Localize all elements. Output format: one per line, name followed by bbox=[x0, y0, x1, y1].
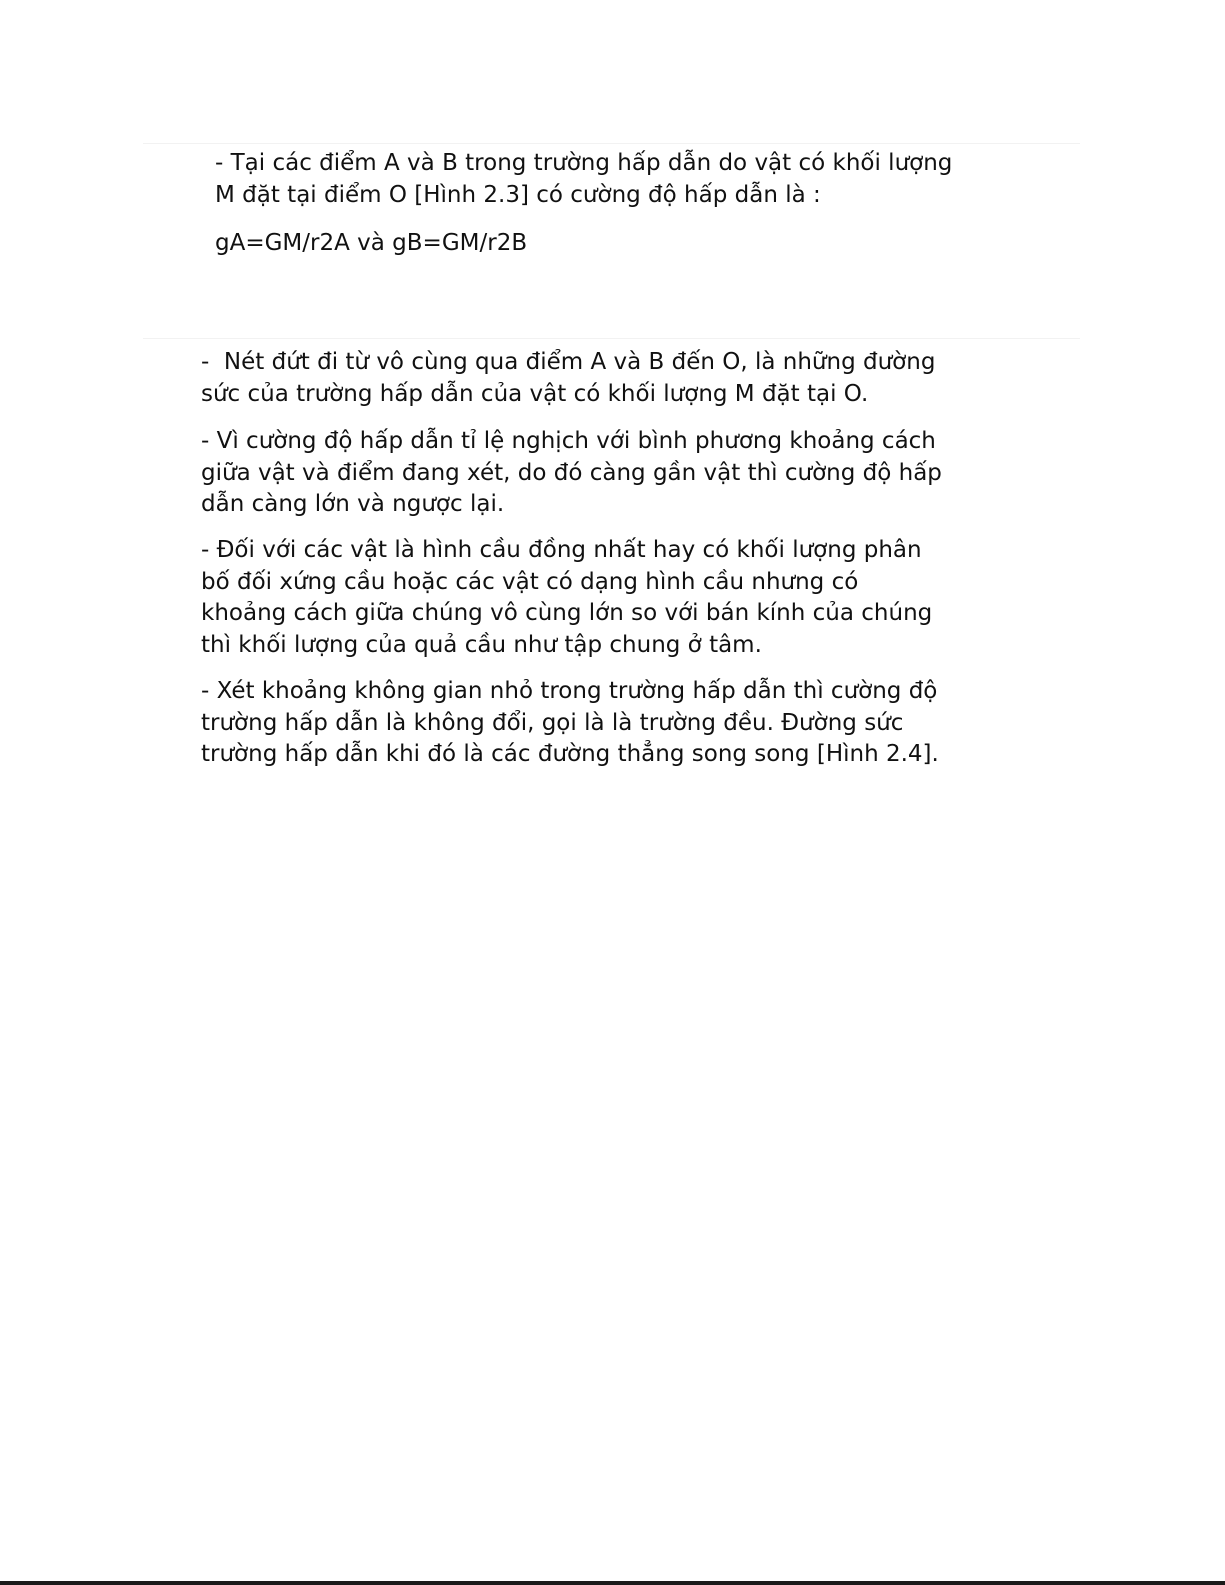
formula-line: gA=GM/r2A và gB=GM/r2B bbox=[215, 230, 528, 256]
paragraph-spherical-bodies: - Đối với các vật là hình cầu đồng nhất hay có khối lượng phân bố đối xứng cầu hoặc các vật có dạng hình cầu nhưng có khoảng cách giữa chúng vô cùng lớn so với bán kính của chúng thì khối lượng của quả cầu như tập chung ở tâm. bbox=[201, 537, 933, 658]
paragraph-gravity-intensity-intro: - Tại các điểm A và B trong trường hấp dẫn do vật có khối lượng M đặt tại điểm O [Hình 2.3] có cường độ hấp dẫn là : bbox=[215, 150, 953, 208]
paragraph-inverse-square: - Vì cường độ hấp dẫn tỉ lệ nghịch với bình phương khoảng cách giữa vật và điểm đang xét, do đó càng gần vật thì cường độ hấp dẫn càng lớn và ngược lại. bbox=[201, 428, 942, 517]
paragraph-uniform-field: - Xét khoảng không gian nhỏ trong trường hấp dẫn thì cường độ trường hấp dẫn là không đổi, gọi là là trường đều. Đường sức trường hấp dẫn khi đó là các đường thẳng song song [Hình 2.4]. bbox=[201, 678, 939, 767]
bottom-text-block bbox=[143, 338, 1080, 789]
paragraph-field-lines: - Nét đứt đi từ vô cùng qua điểm A và B đến O, là những đường sức của trường hấp dẫn của vật có khối lượng M đặt tại O. bbox=[201, 349, 936, 407]
top-text-block bbox=[143, 143, 1080, 339]
page-bottom-border bbox=[0, 1581, 1225, 1585]
